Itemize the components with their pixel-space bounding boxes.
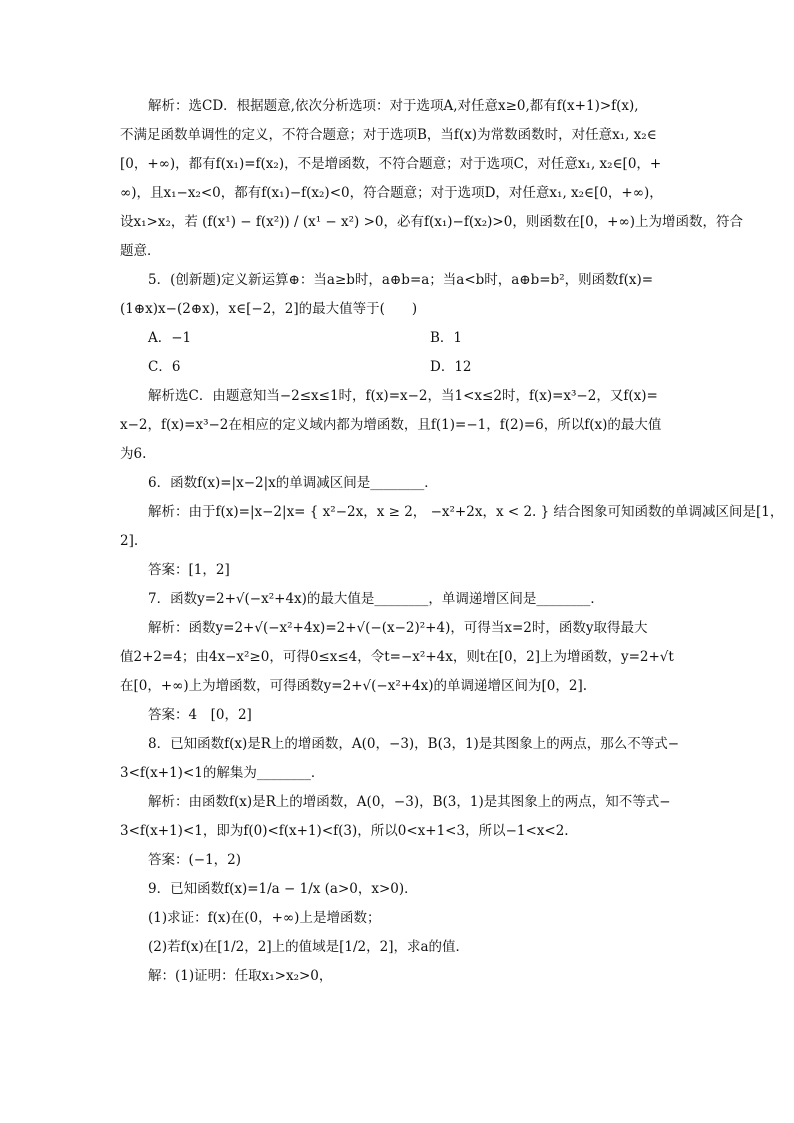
q4-solution-line-3: [0，+∞)，都有f(x₁)=f(x₂)，不是增函数，不符合题意；对于选项C，对任意x₁, x₂∈[0，+ [120,156,662,172]
q8-stem-line-1: 8．已知函数f(x)是R上的增函数，A(0，−3)，B(3，1)是其图象上的两点，那么不等式− [148,736,680,752]
q5-stem-line-1: 5．(创新题)定义新运算⊕：当a≥b时，a⊕b=a；当a<b时，a⊕b=b²，则函数f(x)= [148,272,654,288]
q5-solution-line-3: 为6. [120,446,147,462]
q8-stem-line-2: 3<f(x+1)<1的解集为________． [120,765,325,781]
q5-option-a: A．−1 [148,330,192,346]
q7-answer: 答案：4 [0，2] [148,707,252,723]
q8-solution-line-1: 解析：由函数f(x)是R上的增函数，A(0，−3)，B(3，1)是其图象上的两点，知不等式− [148,794,671,810]
q5-option-d: D．12 [430,359,472,375]
q5-stem-line-2: (1⊕x)x−(2⊕x)，x∈[−2，2]的最大值等于( ) [120,301,418,317]
q5-solution-line-2: x−2，f(x)=x³−2在相应的定义域内都为增函数，且f(1)=−1，f(2)=6，所以f(x)的最大值 [120,417,662,433]
q6-solution-line-2: 2]. [120,533,139,549]
q6-stem: 6．函数f(x)=|x−2|x的单调减区间是________． [148,475,438,491]
q9-part-1: (1)求证：f(x)在(0，+∞)上是增函数； [148,910,381,926]
q5-option-b: B．1 [430,330,463,346]
q7-stem: 7．函数y=2+√(−x²+4x)的最大值是________，单调递增区间是________． [148,591,604,607]
q4-solution-line-2: 不满足函数单调性的定义，不符合题意；对于选项B，当f(x)为常数函数时，对任意x₁, x₂∈ [120,127,657,143]
q5-solution-line-1: 解析选C．由题意知当−2≤x≤1时，f(x)=x−2，当1<x≤2时，f(x)=x³−2，又f(x)= [148,388,658,404]
q4-solution-line-5: 设x₁>x₂，若 (f(x¹) − f(x²)) / (x¹ − x²) >0，必有f(x₁)−f(x₂)>0，则函数在[0，+∞)上为增函数，符合 [120,214,743,230]
q8-answer: 答案：(−1，2) [148,852,242,868]
q6-answer: 答案：[1，2] [148,562,230,578]
q9-stem: 9．已知函数f(x)=1/a − 1/x (a>0，x>0)． [148,881,418,897]
q5-options-row-2 [120,353,680,382]
q6-solution-line-1: 解析：由于f(x)=|x−2|x= { x²−2x，x ≥ 2， −x²+2x，x < 2. } 结合图象可知函数的单调减区间是[1， [148,504,784,520]
q4-solution-line-4: ∞)，且x₁−x₂<0，都有f(x₁)−f(x₂)<0，符合题意；对于选项D，对任意x₁, x₂∈[0，+∞)， [120,185,663,201]
q5-options-row-1 [120,324,680,353]
q7-solution-line-3: 在[0，+∞)上为增函数，可得函数y=2+√(−x²+4x)的单调递增区间为[0，2]. [120,678,588,694]
q8-solution-line-2: 3<f(x+1)<1，即为f(0)<f(x+1)<f(3)，所以0<x+1<3，所以−1<x<2. [120,823,569,839]
text-block [120,92,784,991]
q4-solution-line-1: 解析：选CD．根据题意,依次分析选项：对于选项A,对任意x≥0,都有f(x+1)>f(x), [148,98,639,114]
q9-proof-start: 解：(1)证明：任取x₁>x₂>0， [148,968,333,984]
q5-option-c: C．6 [148,359,181,375]
q7-solution-line-1: 解析：函数y=2+√(−x²+4x)=2+√(−(x−2)²+4)，可得当x=2时，函数y取得最大 [148,620,648,636]
q7-solution-line-2: 值2+2=4；由4x−x²≥0，可得0≤x≤4，令t=−x²+4x，则t在[0，2]上为增函数，y=2+√t [120,649,674,665]
q9-part-2: (2)若f(x)在[1/2，2]上的值域是[1/2，2]，求a的值． [148,939,470,955]
q4-solution-line-6: 题意． [120,243,161,259]
